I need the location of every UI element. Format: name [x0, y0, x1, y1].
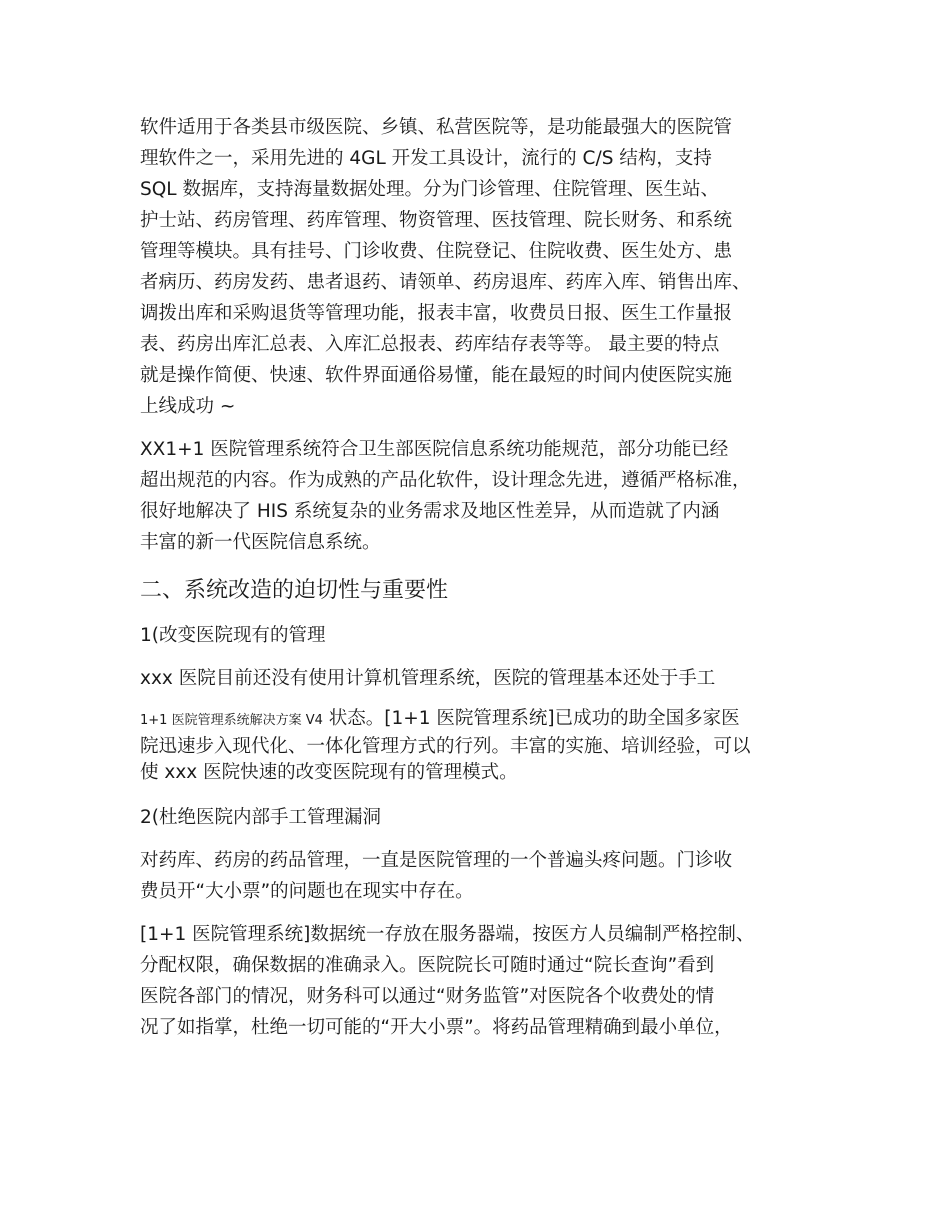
text-line: 理软件之一，采用先进的 4GL 开发工具设计，流行的 C/S 结构，支持: [140, 148, 712, 169]
text-line: [1+1 医院管理系统]数据统一存放在服务器端，按医方人员编制严格控制、: [140, 924, 755, 945]
text-line: 丰富的新一代医院信息系统。: [140, 532, 381, 553]
text-line: 软件适用于各类县市级医院、乡镇、私营医院等，是功能最强大的医院管: [140, 117, 733, 138]
intro-paragraph: [140, 112, 830, 422]
text-line: 调拨出库和采购退货等管理功能，报表丰富，收费员日报、医生工作量报: [140, 303, 733, 324]
data-control-paragraph: [140, 919, 830, 1043]
text-line: 对药库、药房的药品管理，一直是医院管理的一个普遍头疼问题。门诊收: [140, 850, 733, 871]
text-line: 超出规范的内容。作为成熟的产品化软件，设计理念先进，遵循严格标准，: [140, 470, 751, 491]
document-page: [140, 112, 830, 1043]
running-footer-label: 1+1 医院管理系统解决方案 V4: [140, 713, 323, 728]
text-line: 管理等模块。具有挂号、门诊收费、住院登记、住院收费、医生处方、患: [140, 241, 733, 262]
text-line: 护士站、药房管理、药库管理、物资管理、医技管理、院长财务、和系统: [140, 210, 733, 231]
text-line: 况了如指掌，杜绝一切可能的“开大小票”。将药品管理精确到最小单位，: [140, 1017, 733, 1038]
drug-management-paragraph: [140, 845, 830, 907]
modernization-paragraph: [140, 706, 830, 786]
text-line: SQL 数据库，支持海量数据处理。分为门诊管理、住院管理、医生站、: [140, 179, 719, 200]
text-line: 很好地解决了 HIS 系统复杂的业务需求及地区性差异，从而造就了内涵: [140, 501, 720, 522]
text-line: xxx 医院目前还没有使用计算机管理系统，医院的管理基本还处于手工: [140, 668, 716, 689]
text-line: 使 xxx 医院快速的改变医院现有的管理模式。: [140, 762, 518, 783]
text-line: XX1+1 医院管理系统符合卫生部医院信息系统功能规范，部分功能已经: [140, 439, 729, 460]
text-line: 医院各部门的情况，财务科可以通过“财务监管”对医院各个收费处的情: [140, 986, 715, 1007]
text-line: 就是操作简便、快速、软件界面通俗易懂，能在最短的时间内使医院实施: [140, 365, 733, 386]
text-fragment: 状态。[1+1 医院管理系统]已成功的助全国多家医: [322, 708, 740, 729]
text-line: 者病历、药房发药、患者退药、请领单、药房退库、药库入库、销售出库、: [140, 272, 751, 293]
text-line: 分配权限，确保数据的准确录入。医院院长可随时通过“院长查询”看到: [140, 955, 715, 976]
section-heading: 二、系统改造的迫切性与重要性: [140, 578, 449, 603]
system-compliance-paragraph: [140, 434, 830, 558]
text-line: 表、药房出库汇总表、入库汇总报表、药库结存表等等。 最主要的特点: [140, 334, 720, 355]
text-line: 上线成功 ~: [140, 396, 236, 417]
text-line: 院迅速步入现代化、一体化管理方式的行列。丰富的实施、培训经验，可以: [140, 736, 751, 757]
current-state-paragraph: [140, 663, 830, 694]
text-line: [140, 706, 830, 734]
subsection-heading-2: 2(杜绝医院内部手工管理漏洞: [140, 807, 381, 828]
subsection-heading-1: 1(改变医院现有的管理: [140, 625, 326, 646]
text-line: 费员开“大小票”的问题也在现实中存在。: [140, 881, 474, 902]
